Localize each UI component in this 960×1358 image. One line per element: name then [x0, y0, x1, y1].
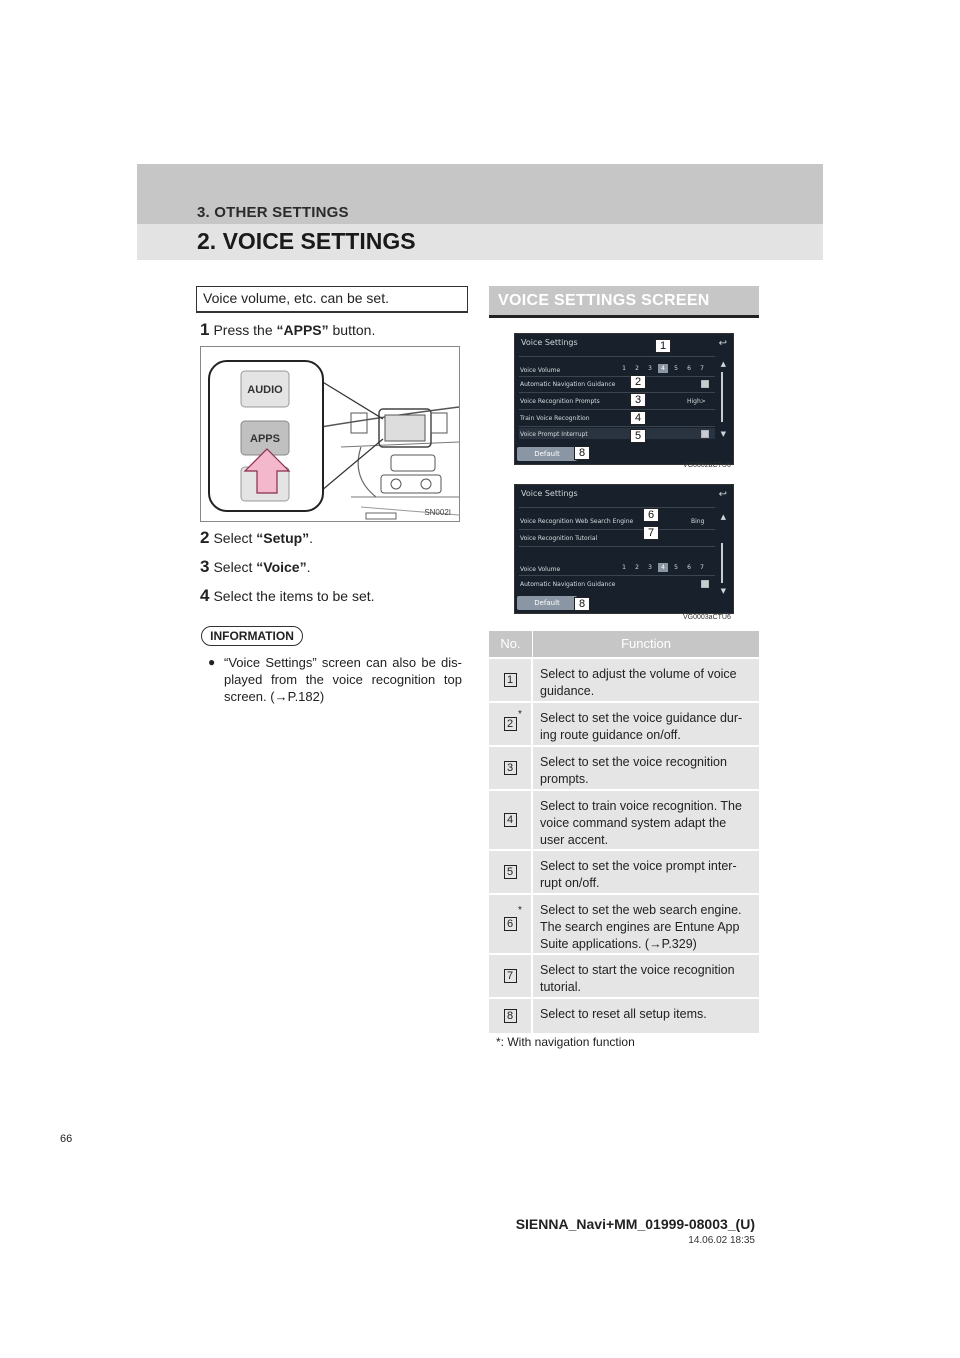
row-number: 4	[504, 813, 517, 827]
callout-2: 2	[630, 375, 646, 389]
voice-settings-screen-1	[514, 333, 734, 465]
dashboard-illustration	[201, 347, 460, 522]
volume-level: 5	[674, 365, 678, 372]
footnote-mark: *	[518, 905, 522, 916]
scrollbar	[721, 372, 723, 422]
checkbox-icon	[701, 430, 709, 438]
row-function: Select to set the voice recognition prompts.	[540, 755, 727, 786]
volume-level: 6	[687, 365, 691, 372]
step-text: Select	[213, 530, 257, 546]
row-function: Select to set the voice guidance dur-ing route guidance on/off.	[540, 711, 743, 742]
audio-button-label: AUDIO	[247, 384, 283, 396]
footnote: *: With navigation function	[496, 1035, 635, 1049]
volume-level: 1	[622, 365, 626, 372]
step-text-end: .	[309, 530, 314, 546]
step-4	[200, 586, 375, 606]
prompts-value: High>	[687, 398, 706, 405]
row-function: Select to train voice recognition. The voice command system adapt the user accent.	[540, 799, 742, 847]
step-1	[200, 320, 375, 340]
scroll-down-icon: ▼	[720, 430, 726, 438]
setting-row: Automatic Navigation Guidance	[520, 581, 616, 588]
screen-section-heading: VOICE SETTINGS SCREEN	[489, 286, 759, 318]
scroll-up-icon: ▲	[720, 360, 726, 368]
scroll-down-icon: ▼	[720, 587, 726, 595]
volume-level: 2	[635, 564, 639, 571]
document-id: SIENNA_Navi+MM_01999-08003_(U)	[515, 1216, 755, 1232]
row-function: Select to start the voice recognition tutorial.	[540, 963, 735, 994]
step-text: Press the	[213, 322, 277, 338]
divider	[519, 392, 715, 393]
screen-id: VG0003aCTU6	[683, 614, 731, 621]
step-number: 3	[200, 557, 210, 576]
volume-level: 1	[622, 564, 626, 571]
setting-row: Train Voice Recognition	[520, 415, 590, 422]
row-function: Select to reset all setup items.	[540, 1007, 707, 1021]
row-number: 7	[504, 969, 517, 983]
step-text-end: button.	[328, 322, 376, 338]
callout-1: 1	[655, 339, 671, 353]
row-number: 6	[504, 917, 517, 931]
step-text-end: .	[306, 559, 311, 575]
table-row	[489, 893, 759, 953]
step-3	[200, 557, 310, 577]
divider	[519, 409, 715, 410]
setting-row: Voice Volume	[520, 566, 561, 573]
back-icon: ↩	[718, 338, 727, 349]
default-button: Default	[517, 596, 577, 610]
row-number: 8	[504, 1009, 517, 1023]
divider	[519, 575, 715, 576]
volume-level: 3	[648, 365, 652, 372]
table-row	[489, 849, 759, 893]
scroll-up-icon: ▲	[720, 513, 726, 521]
dashboard-figure	[200, 346, 460, 522]
default-button: Default	[517, 447, 577, 461]
row-function: Select to adjust the volume of voice guidance.	[540, 667, 737, 698]
bullet-icon: ●	[208, 655, 216, 669]
chapter-title: 2. VOICE SETTINGS	[197, 228, 416, 254]
callout-6: 6	[643, 508, 659, 522]
search-engine-value: Bing	[691, 518, 705, 525]
header-no: No.	[489, 631, 533, 657]
screen-title: Voice Settings	[521, 338, 578, 347]
volume-level: 3	[648, 564, 652, 571]
information-body: “Voice Settings” screen can also be dis-played from the voice recognition top screen. (→P.182)	[224, 655, 462, 704]
back-icon: ↩	[718, 489, 727, 500]
row-number: 3	[504, 761, 517, 775]
divider	[519, 546, 715, 547]
step-number: 4	[200, 586, 210, 605]
row-function: Select to set the web search engine. The search engines are Entune App Suite applications. (→P.329)	[540, 903, 742, 951]
volume-level-selected: 4	[658, 563, 668, 572]
step-bold: “APPS”	[276, 322, 329, 338]
figure-id: SN002I	[424, 508, 451, 517]
information-label: INFORMATION	[201, 626, 303, 646]
screen-title: Voice Settings	[521, 489, 578, 498]
table-row	[489, 997, 759, 1033]
table-row	[489, 789, 759, 849]
apps-button-label: APPS	[250, 433, 280, 445]
scrollbar	[721, 543, 723, 583]
step-text: Select the items to be set.	[213, 588, 375, 604]
step-text: Select	[213, 559, 257, 575]
information-text	[210, 654, 462, 705]
step-2	[200, 528, 313, 548]
volume-level-selected: 4	[658, 364, 668, 373]
row-function: Select to set the voice prompt inter-rupt on/off.	[540, 859, 737, 890]
callout-5: 5	[630, 429, 646, 443]
function-table	[489, 631, 759, 1033]
setting-row: Voice Volume	[520, 367, 561, 374]
footnote-mark: *	[518, 709, 522, 720]
callout-8: 8	[574, 446, 590, 460]
setting-row: Voice Recognition Web Search Engine	[520, 518, 634, 525]
checkbox-icon	[701, 380, 709, 388]
callout-4: 4	[630, 411, 646, 425]
row-number: 1	[504, 673, 517, 687]
callout-7: 7	[643, 526, 659, 540]
setting-row: Voice Recognition Tutorial	[520, 535, 598, 542]
page-header	[137, 164, 823, 260]
print-timestamp: 14.06.02 18:35	[688, 1235, 755, 1246]
intro-box: Voice volume, etc. can be set.	[196, 286, 468, 313]
setting-row: Automatic Navigation Guidance	[520, 381, 616, 388]
page-number: 66	[60, 1133, 73, 1145]
divider	[519, 529, 715, 530]
screen-id: VG0002aCTU6	[683, 462, 731, 469]
step-number: 1	[200, 320, 210, 339]
step-bold: “Voice”	[256, 559, 307, 575]
volume-level: 6	[687, 564, 691, 571]
checkbox-icon	[701, 580, 709, 588]
volume-level: 5	[674, 564, 678, 571]
callout-8: 8	[574, 597, 590, 611]
step-number: 2	[200, 528, 210, 547]
divider	[519, 426, 715, 427]
table-row	[489, 953, 759, 997]
table-row	[489, 657, 759, 701]
header-function: Function	[621, 636, 671, 651]
volume-level: 7	[700, 564, 704, 571]
row-number: 2	[504, 717, 517, 731]
section-title: 3. OTHER SETTINGS	[197, 204, 349, 221]
callout-3: 3	[630, 393, 646, 407]
table-row	[489, 745, 759, 789]
setting-row: Voice Recognition Prompts	[520, 398, 600, 405]
table-header	[489, 631, 759, 657]
divider	[519, 507, 715, 508]
divider	[519, 356, 715, 357]
volume-level: 2	[635, 365, 639, 372]
volume-level: 7	[700, 365, 704, 372]
divider	[519, 376, 715, 377]
row-number: 5	[504, 865, 517, 879]
voice-settings-screen-2	[514, 484, 734, 614]
step-bold: “Setup”	[256, 530, 310, 546]
table-row	[489, 701, 759, 745]
setting-row: Voice Prompt Interrupt	[520, 431, 588, 438]
